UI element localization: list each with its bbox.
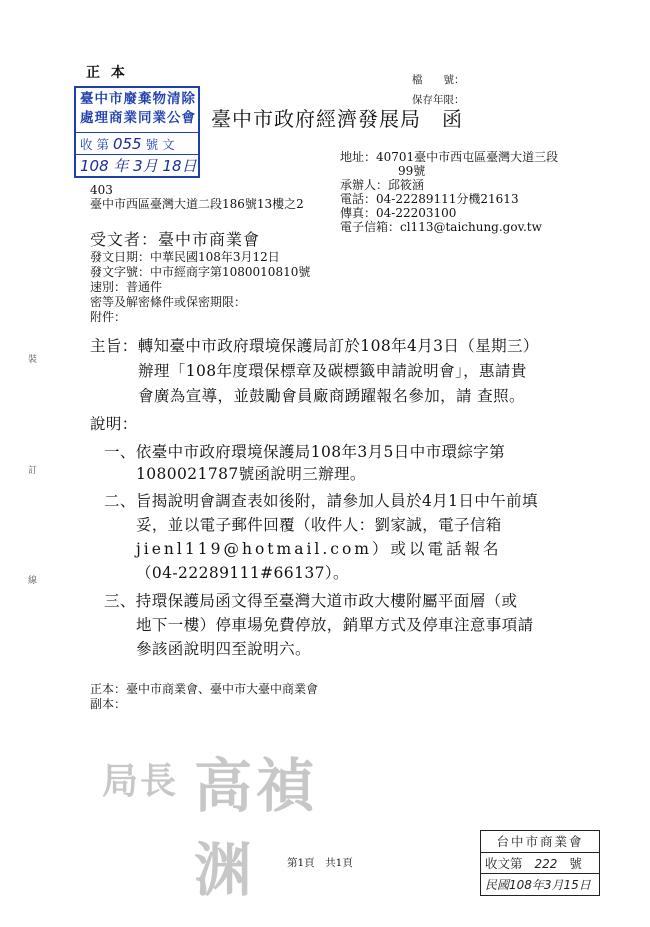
received-stamp-bottom	[480, 830, 600, 896]
bottom-stamp-number-row	[481, 852, 599, 873]
item-2-line-4: （04-22289111#66137）。	[136, 564, 349, 582]
stamp-date: 108 年 3月 18日	[80, 157, 197, 175]
stamp-number-prefix: 收 第	[80, 137, 109, 152]
recipient-zip: 403	[90, 183, 113, 197]
document-number: 發文字號：中市經商字第1080010810號	[90, 265, 311, 279]
stamp-date-row	[76, 154, 198, 176]
subject-line-1: 主旨：轉知臺中市政府環境保護局訂於108年4月3日（星期三）	[90, 337, 539, 355]
item-2-line-2: 妥，並以電子郵件回覆（收件人：劉家誠，電子信箱	[136, 516, 502, 534]
bottom-stamp-date-row	[481, 873, 599, 894]
distribution-copy: 副本：	[90, 697, 127, 711]
stamp-number-suffix: 號	[145, 137, 159, 152]
addressee: 受文者：臺中市商業會	[90, 230, 261, 249]
bottom-stamp-number: 222	[534, 857, 558, 871]
stamp-org-name: 臺中市廢棄物清除處理商業同業公會	[80, 91, 196, 126]
attachments: 附件：	[90, 310, 127, 324]
email: 電子信箱：cl113@taichung.gov.tw	[340, 220, 542, 234]
stamp-number-tag: 文	[162, 137, 175, 152]
seal-name: 高禎渊	[194, 752, 319, 904]
bottom-stamp-number-prefix: 收文第	[485, 856, 523, 871]
explanation-label: 說明：	[90, 415, 138, 433]
distribution-original: 正本：臺中市商業會、臺中市大臺中商業會	[90, 682, 319, 696]
item-3-line-3: 參該函說明四至說明六。	[136, 640, 311, 658]
handler: 承辦人：邱筱涵	[340, 178, 425, 192]
sender-address-cont: 99號	[398, 164, 426, 178]
secrecy-level: 密等及解密條件或保密期限：	[90, 295, 247, 309]
issue-date: 發文日期：中華民國108年3月12日	[90, 250, 280, 264]
bottom-stamp-org: 台中市商業會	[496, 834, 584, 849]
recipient-address: 臺中市西區臺灣大道二段186號13樓之2	[90, 197, 304, 211]
stamp-number-value: 055	[112, 135, 142, 153]
subject-line-3: 會廣為宣導，並鼓勵會員廠商踴躍報名參加，請 查照。	[138, 387, 525, 405]
margin-mark-bind: 裝	[28, 355, 38, 365]
bottom-stamp-date: 民國108年3月15日	[485, 878, 591, 892]
item-1-line-1: 一、依臺中市政府環境保護局108年3月5日中市環綜字第	[104, 443, 506, 461]
page-footer: 第1頁 共1頁	[287, 857, 353, 869]
stamp-number-row	[76, 132, 198, 154]
fax: 傳真：04-22203100	[340, 206, 457, 220]
file-number-label: 檔 號：	[412, 74, 465, 86]
item-3-line-1: 三、持環保護局函文得至臺灣大道市政大樓附屬平面層（或	[104, 592, 518, 610]
copy-mark: 正 本	[86, 65, 128, 81]
item-3-line-2: 地下一樓）停車場免費停放，銷單方式及停車注意事項請	[136, 616, 534, 634]
delivery-speed: 速別：普通件	[90, 280, 163, 294]
item-1-line-2: 1080021787號函說明三辦理。	[136, 465, 366, 483]
item-2-line-1: 二、旨揭說明會調查表如後附，請參加人員於4月1日中午前填	[104, 492, 538, 510]
retention-label: 保存年限：	[412, 94, 465, 106]
margin-mark-line: 線	[28, 576, 38, 586]
received-stamp	[74, 86, 200, 178]
item-2-line-3: jienl119@hotmail.com）或以電話報名	[136, 540, 502, 558]
subject-line-2: 辦理「108年度環保標章及碳標籤申請說明會」，惠請貴	[138, 362, 527, 380]
bottom-stamp-number-suffix: 號	[569, 856, 582, 871]
seal-title: 局長	[102, 760, 179, 802]
agency-title: 臺中市政府經濟發展局 函	[211, 107, 463, 131]
phone: 電話：04-22289111分機21613	[340, 192, 519, 206]
margin-mark-staple: 訂	[28, 466, 38, 476]
sender-address: 地址：40701臺中市西屯區臺灣大道三段	[340, 150, 559, 164]
